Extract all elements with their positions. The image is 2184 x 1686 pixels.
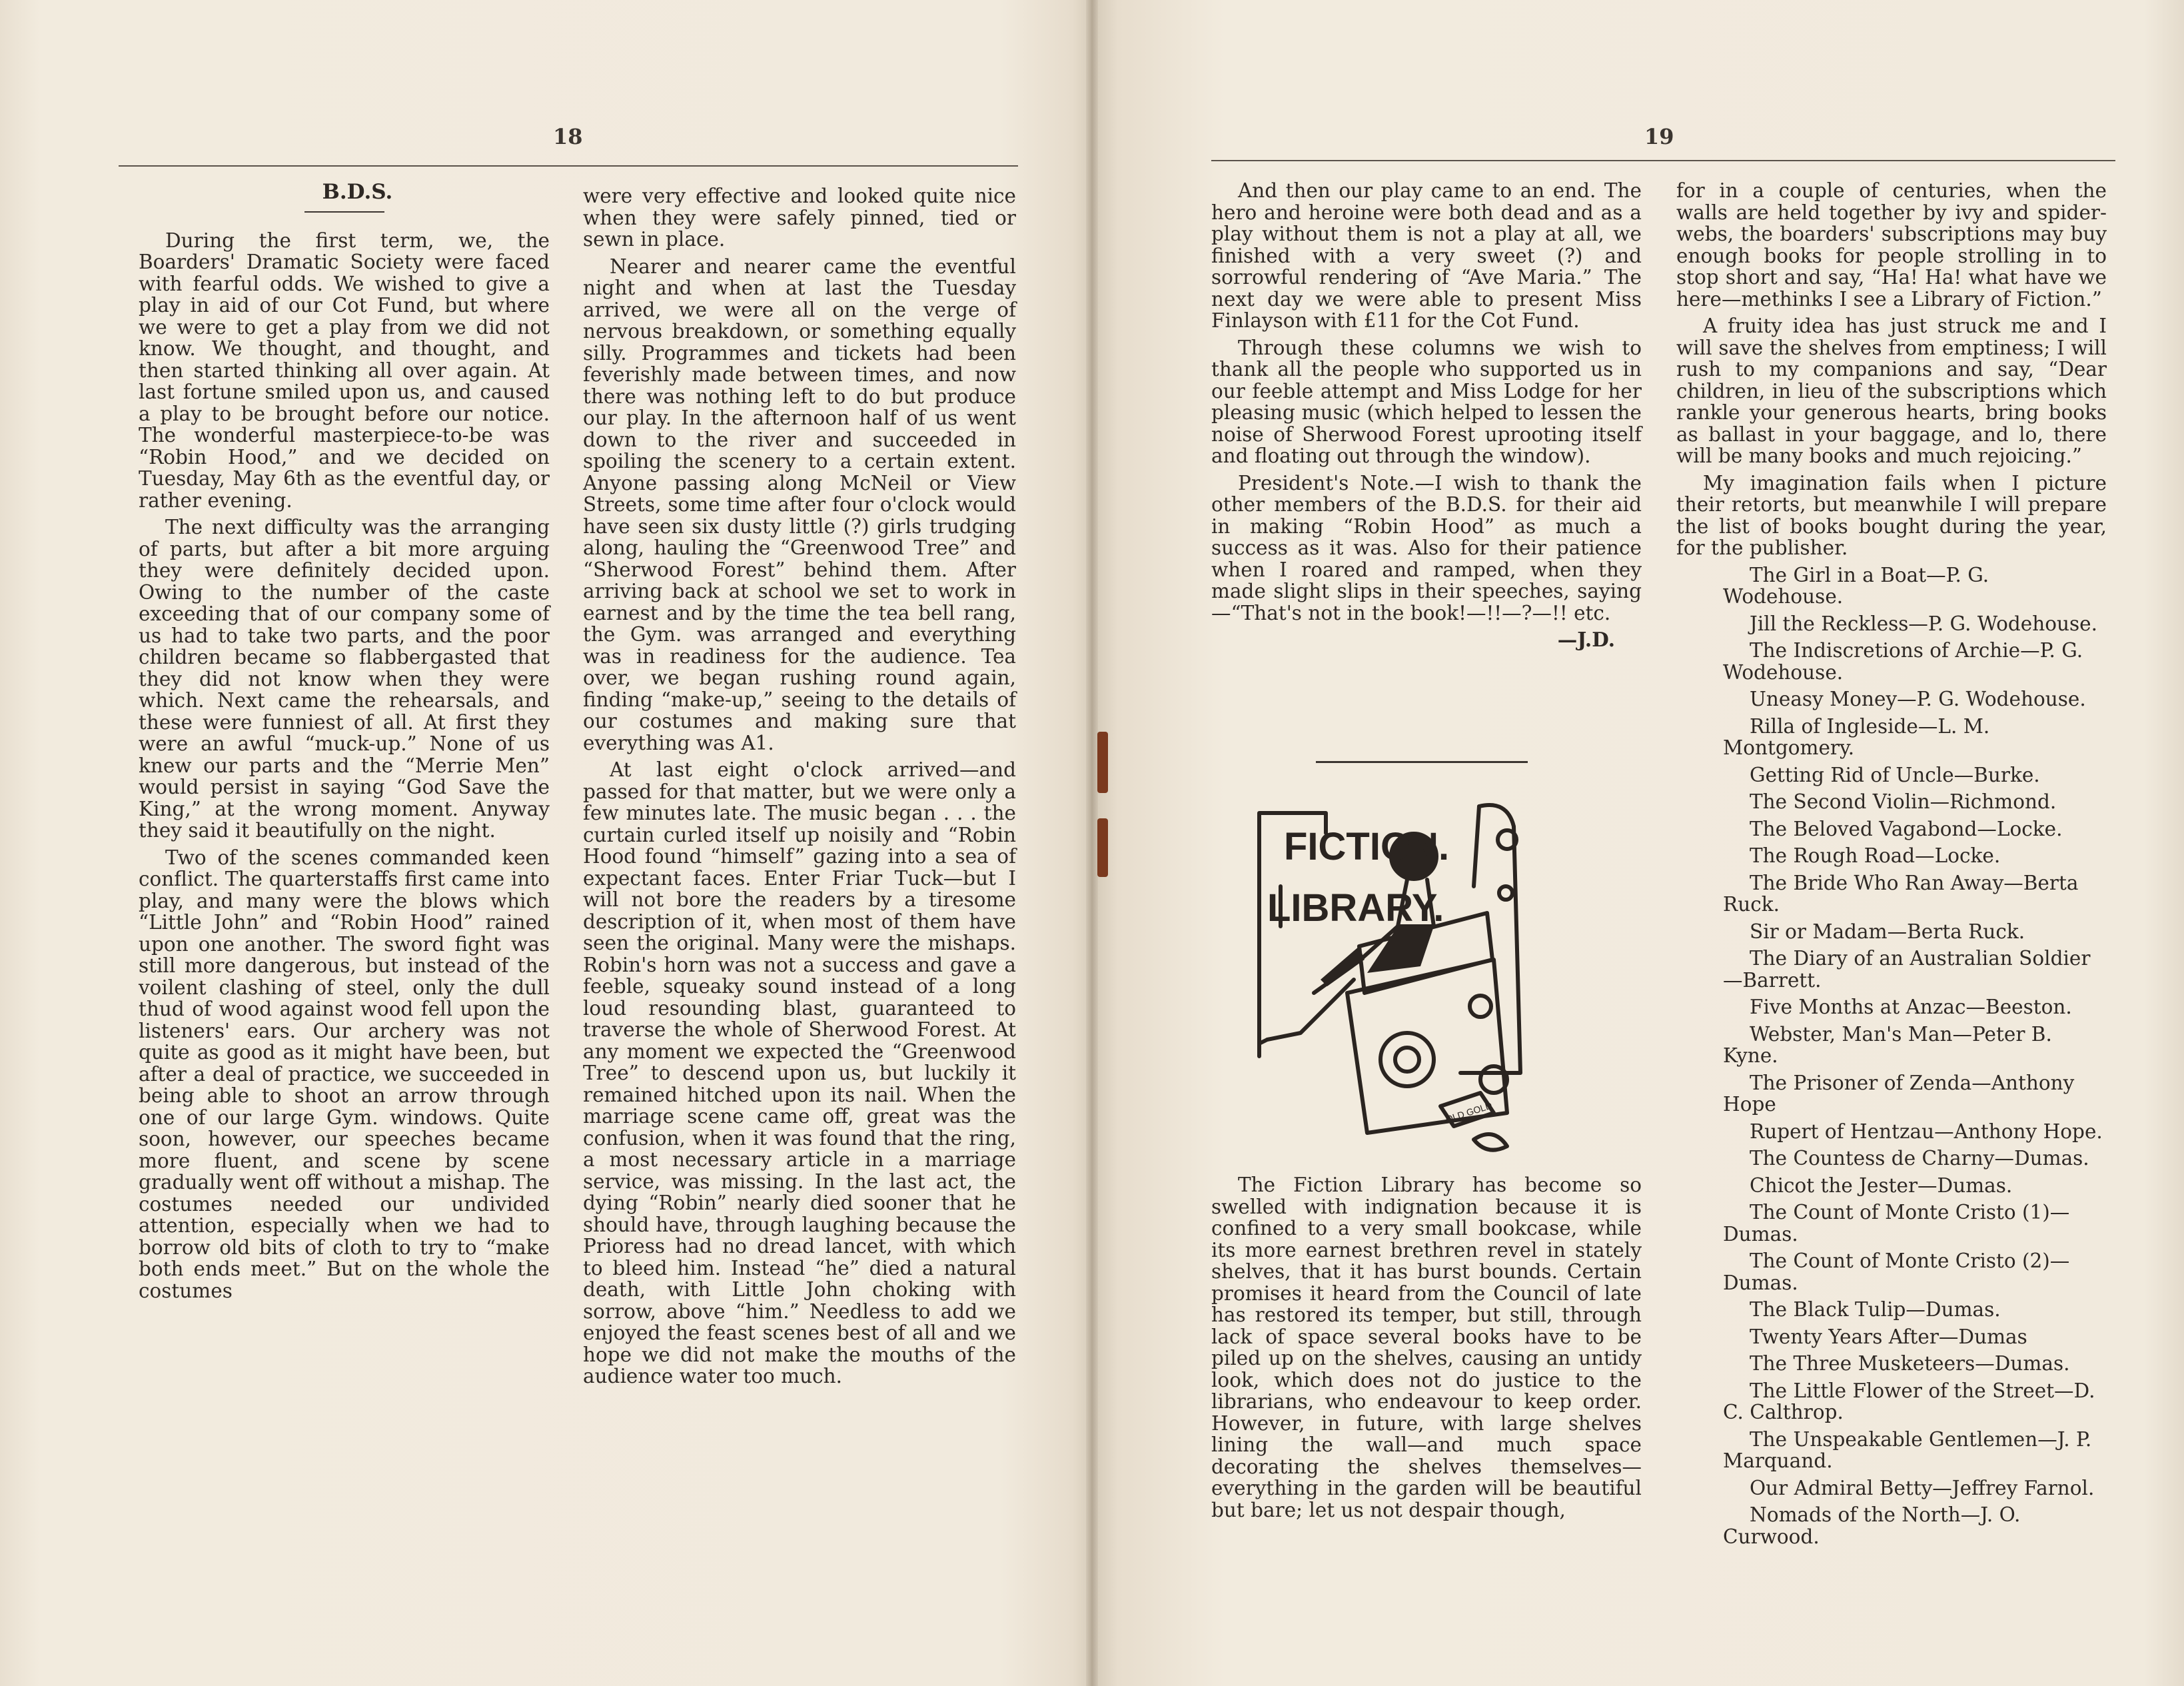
book-entry: Uneasy Money—P. G. Wodehouse. xyxy=(1750,688,2086,710)
right-column-2 xyxy=(1676,180,2107,1553)
book-entry: Rilla of Ingleside—L. M. Montgomery. xyxy=(1723,714,1990,759)
book-list xyxy=(1676,564,2107,1548)
book-entry: The Rough Road—Locke. xyxy=(1750,844,2001,867)
book-entry: The Diary of an Australian Soldier—Barrett. xyxy=(1723,947,2091,992)
book-entry: Nomads of the North—J. O. Curwood. xyxy=(1723,1503,2021,1548)
staple-bottom xyxy=(1097,818,1108,877)
left-column-1 xyxy=(139,181,550,1307)
book-entry: The Indiscretions of Archie—P. G. Wodehouse. xyxy=(1723,639,2083,684)
paragraph: The next difficulty was the arranging of parts, but after a bit more arguing they were definitely decided upon. Owing to the number of the caste exceeding that of our company some of us had to take two parts, and the poor children became so flabbergasted that they did not know when they were which. Next came the rehearsals, and these were funniest of all. At first they were an awful “muck-up.” None of us knew our parts and the “Merrie Men” would persist in saying “God Save the King,” at the wrong moment. Anyway they said it beautifully on the night. xyxy=(139,516,550,842)
section-divider xyxy=(1316,761,1528,763)
paragraph: Through these columns we wish to thank all the people who supported us in our feeble attempt and Miss Lodge for her pleasing music (which helped to lessen the noise of Sherwood Forest uprooting itself and floating out through the window). xyxy=(1211,336,1642,467)
illustration-box-label: OLD GOLD xyxy=(1444,1100,1494,1125)
book-entry: The Prisoner of Zenda—Anthony Hope xyxy=(1723,1071,2075,1116)
paragraph: And then our play came to an end. The hero and heroine were both dead and as a play without them is not a play at all, we finished with a very sweet (?) and sorrowful rendering of “Ave Maria.” The next day we were able to present Miss Finlayson with £11 for the Cot Fund. xyxy=(1211,179,1642,332)
book-entry: Our Admiral Betty—Jeffrey Farnol. xyxy=(1750,1476,2095,1499)
book-entry: The Unspeakable Gentlemen—J. P. Marquand. xyxy=(1723,1427,2092,1472)
book-entry: Rupert of Hentzau—Anthony Hope. xyxy=(1750,1120,2103,1143)
book-entry: The Little Flower of the Street—D. C. Calthrop. xyxy=(1723,1379,2095,1423)
book-entry: The Countess de Charny—Dumas. xyxy=(1750,1147,2089,1170)
header-rule-left xyxy=(119,165,1018,167)
book-entry: Sir or Madam—Berta Ruck. xyxy=(1750,920,2025,943)
book-entry: The Black Tulip—Dumas. xyxy=(1750,1298,2001,1321)
book-entry: The Count of Monte Cristo (1)—Dumas. xyxy=(1723,1201,2070,1246)
illustration-title-line2: LIBRARY. xyxy=(1267,886,1444,930)
book-entry: Getting Rid of Uncle—Burke. xyxy=(1750,763,2040,786)
heading-rule xyxy=(304,211,384,213)
book-entry: The Count of Monte Cristo (2)—Dumas. xyxy=(1723,1250,2070,1294)
header-rule-right xyxy=(1211,160,2115,161)
paragraph: The Fiction Library has become so swelled with indignation because it is confined to a very small bookcase, while its more earnest brethren revel in stately shelves, that it has burst bounds. Certain promises it heard from the Council of late has restored its temper, but still, through lack of space several books have to be piled up on the shelves, causing an untidy look, which does not do justice to the librarians, who endeavour to keep order. However, in future, with large shelves lining the wall—and much space decorating the shelves themselves—everything in the garden will be beautiful but bare; let us not despair though, xyxy=(1211,1174,1642,1521)
book-entry: The Bride Who Ran Away—Berta Ruck. xyxy=(1723,871,2079,916)
book-entry: Twenty Years After—Dumas xyxy=(1750,1325,2027,1348)
staple-top xyxy=(1097,732,1108,793)
book-entry: Webster, Man's Man—Peter B. Kyne. xyxy=(1723,1022,2052,1067)
right-column-1-bottom xyxy=(1211,1174,1642,1526)
book-entry: The Girl in a Boat—P. G. Wodehouse. xyxy=(1723,563,1989,608)
page-number-left: 18 xyxy=(553,124,583,149)
paragraph: A fruity idea has just struck me and I will save the shelves from emptiness; I will rush to my companions and say, “Dear children, in lieu of the subscriptions which rankle your generous hearts, bring books as ballast in your baggage, and lo, there will be many books and much rejoicing.” xyxy=(1676,315,2107,467)
paragraph: were very effective and looked quite nice when they were safely pinned, tied or sewn in place. xyxy=(583,185,1016,251)
illustration-title-line1: FICTION. xyxy=(1284,825,1450,868)
paragraph: President's Note.—I wish to thank the other members of the B.D.S. for their aid in making “Robin Hood” as much a success as it was. Also for their patience when I roared and ramped, when they made slight slips in their speeches, saying—“That's not in the book!—!!—?—!! etc. xyxy=(1211,471,1642,624)
book-entry: The Beloved Vagabond—Locke. xyxy=(1750,817,2063,840)
paragraph: My imagination fails when I picture their retorts, but meanwhile I will prepare the list of books bought during the year, for the publisher. xyxy=(1676,471,2107,559)
right-column-1-top xyxy=(1211,180,1642,656)
paragraph: During the first term, we, the Boarders' Dramatic Society were faced with fearful odds. We wished to give a play in aid of our Cot Fund, but where we were to get a play from we did not know. We thought, and thought, and then started thinking all over again. At last fortune smiled upon us, and caused a play to be brought before our notice. The wonderful masterpiece-to-be was “Robin Hood,” and we decided on Tuesday, May 6th as the eventful day, or rather evening. xyxy=(139,229,550,512)
paragraph: At last eight o'clock arrived—and passed for that matter, but we were only a few minutes late. The music began . . . the curtain curled itself up noisily and “Robin Hood found “himself” gazing into a sea of expectant faces. Enter Friar Tuck—but I will not bore the readers by a tiresome description of it, when most of them have seen the original. Many were the mishaps. Robin's horn was not a success and gave a feeble, squeaky sound instead of a long loud resounding blast, guaranteed to traverse the whole of Sherwood Forest. At any moment we expected the “Greenwood Tree” to descend upon us, but luckily it remained hitched upon its nail. When the marriage scene came off, great was the confusion, when it was found that the ring, a most necessary article in a marriage service, was missing. In the last act, the dying “Robin” nearly died sooner that he should have, through laughing because the Prioress had no dread lancet, with which to bleed him. Instead “he” died a natural death, with Little John choking with sorrow, above “him.” Needless to add we enjoyed the feast scenes best of all and we hope we did not make the mouths of the audience water too much. xyxy=(583,758,1016,1387)
paragraph: for in a couple of centuries, when the walls are held together by ivy and spider-webs, the boarders' subscriptions may buy enough books for people strolling in to stop short and say, “Ha! Ha! what have we here—methinks I see a Library of Fiction.” xyxy=(1676,179,2107,311)
book-entry: Chicot the Jester—Dumas. xyxy=(1750,1174,2013,1197)
left-column-2 xyxy=(583,185,1016,1393)
signature: —J.D. xyxy=(1557,628,1615,651)
fiction-library-illustration xyxy=(1241,793,1614,1166)
article-heading: B.D.S. xyxy=(322,180,393,204)
paragraph: Nearer and nearer came the eventful night and when at last the Tuesday arrived, we were all on the verge of nervous breakdown, or something equally silly. Programmes and tickets had been feverishly made between times, and now there was nothing left to do but produce our play. In the afternoon half of us went down to the river and succeeded in spoiling the scenery to a certain extent. Anyone passing along McNeil or View Streets, some time after four o'clock would have seen six dusty little (?) girls trudging along, hauling the “Greenwood Tree” and “Sherwood Forest” behind them. After arriving back at school we set to work in earnest and by the time the tea bell rang, the Gym. was arranged and everything was in readiness for the audience. Tea over, we began rushing round again, finding “make-up,” seeing to the details of our costumes and making sure that everything was A1. xyxy=(583,255,1016,754)
book-gutter xyxy=(1086,0,1098,1686)
paragraph: Two of the scenes commanded keen conflict. The quarterstaffs first came into play, and many were the blows which “Little John” and “Robin Hood” rained upon one another. The sword fight was still more dangerous, but instead of the voilent clashing of steel, only the dull thud of wood against wood fell upon the listeners' ears. Our archery was not quite as good as it might have been, but after a deal of practice, we succeeded in being able to shoot an arrow through one of our large Gym. windows. Quite soon, however, our speeches became more fluent, and scene by scene gradually went off without a mishap. The costumes needed our undivided attention, especially when we had to borrow old bits of cloth to try to “make both ends meet.” But on the whole the costumes xyxy=(139,846,550,1302)
page-number-right: 19 xyxy=(1644,124,1674,149)
book-entry: Jill the Reckless—P. G. Wodehouse. xyxy=(1750,612,2097,635)
book-entry: The Three Musketeers—Dumas. xyxy=(1750,1352,2070,1375)
book-entry: The Second Violin—Richmond. xyxy=(1750,790,2057,813)
book-entry: Five Months at Anzac—Beeston. xyxy=(1750,996,2072,1018)
